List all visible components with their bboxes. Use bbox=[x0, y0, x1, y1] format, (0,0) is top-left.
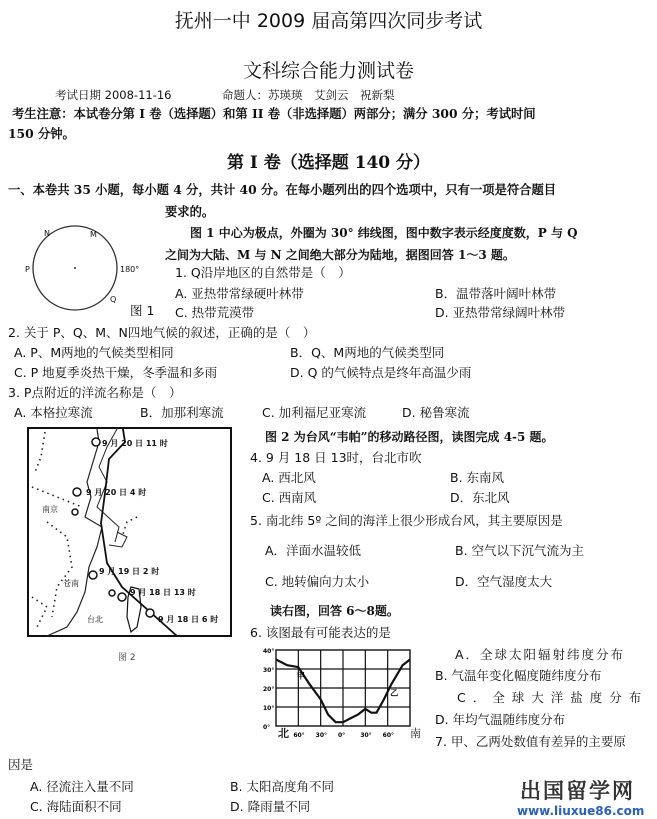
q7-stem-line1: 7. 甲、乙两处数值有差异的主要原 bbox=[435, 734, 626, 749]
fig3-north-label: 北 bbox=[278, 727, 289, 740]
q7-option-b: B. 太阳高度角不同 bbox=[230, 779, 335, 794]
instructions-line2: 要求的。 bbox=[165, 204, 215, 219]
track-label-1: 9 月 20 日 11 时 bbox=[102, 439, 168, 448]
x-tick-label: 30° bbox=[360, 732, 372, 739]
y-tick-label: 10° bbox=[263, 705, 275, 712]
q2-option-d: D. Q 的气候特点是终年高温少雨 bbox=[290, 365, 472, 380]
watermark-url: www.liuxue86.com bbox=[517, 804, 645, 818]
exam-authors: 命题人：苏瑛瑛 艾剑云 祝新梨 bbox=[222, 88, 395, 102]
y-tick-label: 30° bbox=[263, 667, 275, 674]
q1-option-a: A. 亚热带常绿硬叶林带 bbox=[175, 286, 304, 301]
notice-line2: 150 分钟。 bbox=[8, 126, 75, 141]
x-tick-label: 30° bbox=[315, 732, 328, 739]
fig1-label-m: M bbox=[90, 230, 97, 239]
x-tick-label: 0° bbox=[338, 732, 346, 739]
exam-date: 考试日期 2008-11-16 bbox=[55, 88, 172, 102]
q7-option-c: C. 海陆面积不同 bbox=[30, 799, 122, 814]
fig1-label-180: 180° bbox=[120, 265, 140, 274]
q4-stem: 4. 9 月 18 日 13时，台北市吹 bbox=[250, 450, 422, 465]
q1-stem: 1. Q沿岸地区的自然带是（ ） bbox=[175, 265, 351, 280]
fig1-label-p: P bbox=[25, 265, 30, 274]
q5-stem: 5. 南北纬 5º 之间的海洋上很少形成台风，其主要原因是 bbox=[250, 513, 563, 528]
q7-option-a: A. 径流注入量不同 bbox=[30, 779, 134, 794]
x-tick-label: 60° bbox=[382, 732, 395, 739]
q4-option-d: D．东北风 bbox=[450, 490, 510, 505]
q5-option-d: D．空气湿度太大 bbox=[455, 574, 553, 589]
q5-option-b: B. 空气以下沉气流为主 bbox=[455, 543, 585, 558]
track-label-2: 9 月 20 日 4 时 bbox=[86, 488, 147, 497]
q6-option-c: C．全球大洋盐度分布 bbox=[457, 690, 649, 705]
y-tick-label: 20° bbox=[263, 686, 275, 693]
q2-option-c: C. P 地夏季炎热干燥，冬季温和多雨 bbox=[14, 365, 218, 380]
place-cangnan: 苍南 bbox=[63, 579, 79, 588]
exam-title: 抚州一中 2009 届高第四次同步考试 bbox=[174, 10, 483, 32]
label-jia: 甲 bbox=[296, 671, 305, 681]
q2-stem: 2. 关于 P、Q、M、N四地气候的叙述，正确的是（ ） bbox=[8, 325, 316, 340]
fig1-intro-line1: 图 1 中心为极点，外圈为 30° 纬线图，图中数字表示经度度数，P 与 Q bbox=[190, 226, 578, 240]
q7-option-d: D. 降雨量不同 bbox=[230, 799, 311, 814]
q6-stem: 6. 该图最有可能表达的是 bbox=[250, 625, 391, 640]
q4-option-c: C. 西南风 bbox=[262, 490, 317, 505]
track-label-5: 9 月 18 日 6 时 bbox=[158, 615, 219, 624]
q6-option-a: A．全球太阳辐射纬度分布 bbox=[455, 647, 626, 662]
q2-option-a: A. P、M两地的气候类型相同 bbox=[14, 345, 174, 360]
watermark-logo: 出国留学网 bbox=[520, 779, 635, 803]
figure1-polar-circle bbox=[15, 222, 135, 322]
label-yi: 乙 bbox=[390, 688, 399, 698]
fig1-intro-line2: 之间为大陆、M 与 N 之间绝大部分为陆地，据图回答 1～3 题。 bbox=[165, 248, 515, 262]
instructions-line1: 一、本卷共 35 小题，每小题 4 分，共计 40 分。在每小题列出的四个选项中，只有一项是符合题目 bbox=[8, 182, 557, 197]
q1-option-b: B．温带落叶阔叶林带 bbox=[435, 286, 557, 301]
figure1-caption: 图 1 bbox=[130, 303, 155, 318]
fig3-intro: 读右图，回答 6～8题。 bbox=[270, 604, 399, 618]
q2-option-b: B．Q、M两地的气候类型同 bbox=[290, 345, 445, 360]
q5-option-a: A．洋面水温较低 bbox=[265, 543, 362, 558]
fig3-south-label: 南 bbox=[410, 727, 421, 740]
q6-option-d: D. 年均气温随纬度分布 bbox=[435, 712, 566, 727]
q3-option-b: B．加那利寒流 bbox=[140, 405, 224, 420]
q4-option-b: B. 东南风 bbox=[450, 470, 505, 485]
fig1-label-q: Q bbox=[110, 295, 117, 304]
q1-option-c: C. 热带荒漠带 bbox=[175, 305, 255, 320]
track-label-3: 9 月 19 日 2 时 bbox=[99, 567, 160, 576]
q3-stem: 3. P点附近的洋流名称是（ ） bbox=[8, 385, 182, 400]
x-tick-label: 60° bbox=[293, 732, 305, 739]
notice-line1: 考生注意：本试卷分第 I 卷（选择题）和第 II 卷（非选择题）两部分；满分 300 分；考试时间 bbox=[12, 106, 536, 121]
fig2-intro: 图 2 为台风“韦帕”的移动路径图，读图完成 4-5 题。 bbox=[265, 430, 554, 444]
q3-option-c: C. 加利福尼亚寒流 bbox=[262, 405, 367, 420]
fig1-label-n: N bbox=[44, 229, 50, 238]
track-label-4: 9 月 18 日 13 时 bbox=[130, 588, 196, 597]
place-taibei: 台北 bbox=[87, 615, 103, 624]
y-tick-label: 40° bbox=[263, 648, 275, 655]
y-tick-label: 0° bbox=[263, 724, 271, 731]
q4-option-a: A. 西北风 bbox=[262, 470, 316, 485]
exam-subtitle: 文科综合能力测试卷 bbox=[242, 60, 414, 82]
q6-option-b: B. 气温年变化幅度随纬度分布 bbox=[435, 668, 602, 683]
q3-option-d: D. 秘鲁寒流 bbox=[402, 405, 470, 420]
place-nanjing: 南京 bbox=[42, 505, 58, 514]
q3-option-a: A. 本格拉寒流 bbox=[14, 405, 93, 420]
figure2-caption: 图 2 bbox=[118, 653, 136, 663]
q1-option-d: D. 亚热带常绿阔叶林带 bbox=[435, 305, 566, 320]
q7-stem-line2: 因是 bbox=[8, 757, 34, 772]
q5-option-c: C. 地转偏向力太小 bbox=[265, 574, 370, 589]
figure2-typhoon-map bbox=[27, 427, 232, 639]
section-heading: 第 I 卷（选择题 140 分） bbox=[226, 153, 431, 173]
